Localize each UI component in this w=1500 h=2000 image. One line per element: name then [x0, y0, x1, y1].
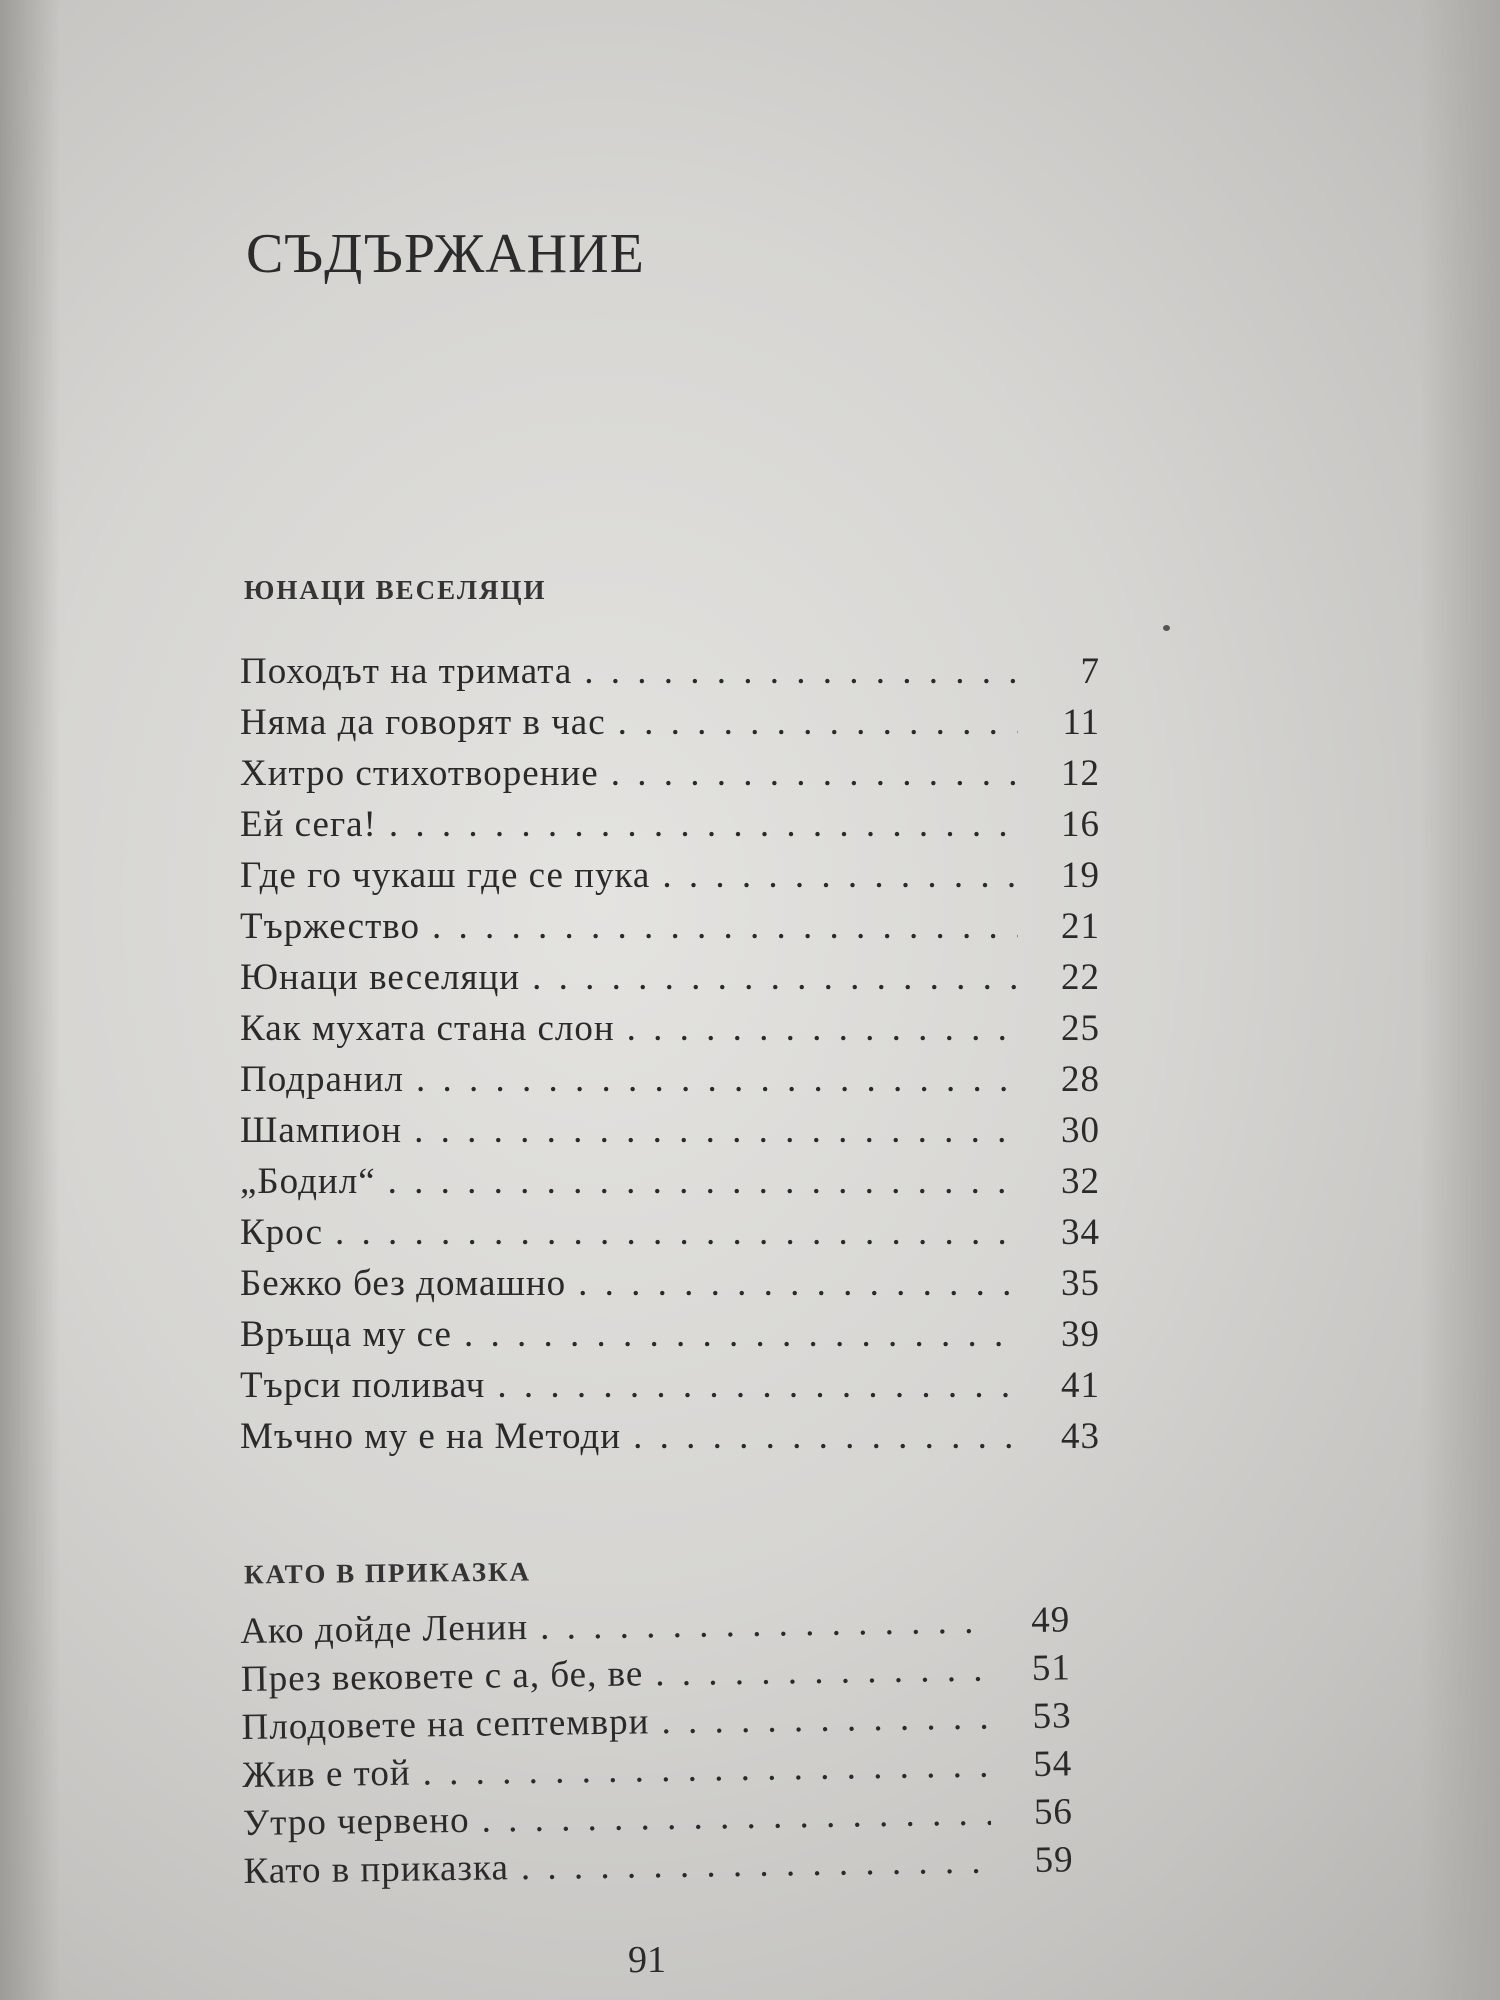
- section-heading: КАТО В ПРИКАЗКА: [243, 1556, 532, 1590]
- entry-page: 30: [1061, 1110, 1100, 1151]
- entry-title: Подранил: [240, 1059, 404, 1100]
- binding-shadow: [0, 0, 60, 2000]
- entry-page: 28: [1061, 1059, 1100, 1100]
- dot-leader: [389, 803, 1018, 846]
- section-heading: ЮНАЦИ ВЕСЕЛЯЦИ: [244, 575, 547, 605]
- entry-title: Като в приказка: [243, 1847, 510, 1892]
- entry-title: Мъчно му е на Методи: [240, 1416, 622, 1457]
- entry-title: Как мухата стана слон: [240, 1008, 615, 1049]
- toc-list: [240, 650, 1100, 1466]
- dot-leader: [627, 1007, 1018, 1050]
- dot-leader: [611, 752, 1018, 795]
- entry-page: 59: [1034, 1839, 1074, 1881]
- dot-leader: [416, 1058, 1018, 1101]
- entry-page: 32: [1061, 1161, 1100, 1202]
- dot-leader: [481, 1792, 991, 1842]
- entry-page: 41: [1061, 1365, 1100, 1406]
- dot-leader: [335, 1211, 1018, 1254]
- toc-entry: [240, 1007, 1100, 1058]
- toc-entry: [243, 1838, 1074, 1898]
- dot-leader: [432, 905, 1018, 948]
- entry-page: 35: [1061, 1263, 1100, 1304]
- paper-speck: [1163, 625, 1170, 631]
- toc-entry: [240, 752, 1100, 803]
- toc-entry: [240, 854, 1100, 905]
- dot-leader: [497, 1364, 1018, 1407]
- toc-entry: [240, 905, 1100, 956]
- dot-leader: [618, 701, 1018, 744]
- entry-page: 39: [1061, 1314, 1100, 1355]
- entry-page: 12: [1061, 753, 1100, 794]
- entry-title: Хитро стихотворение: [240, 753, 599, 794]
- entry-title: Ей сега!: [240, 804, 377, 845]
- entry-title: „Бодил“: [240, 1161, 376, 1202]
- toc-entry: [240, 1415, 1100, 1466]
- toc-entry: [240, 956, 1100, 1007]
- entry-title: Где го чукаш где се пука: [240, 855, 651, 896]
- toc-entry: [240, 1160, 1100, 1211]
- dot-leader: [655, 1648, 989, 1696]
- entry-title: Утро червено: [242, 1799, 470, 1844]
- entry-page: 54: [1032, 1743, 1073, 1785]
- dot-leader: [422, 1744, 990, 1795]
- toc-entry: [240, 701, 1100, 752]
- toc-entry: [240, 1211, 1100, 1262]
- page-number: 91: [628, 1939, 666, 1981]
- entry-title: Жив е той: [242, 1752, 411, 1796]
- toc-entry: [240, 650, 1100, 701]
- entry-page: 7: [1080, 651, 1100, 692]
- entry-title: Плодовете на септември: [241, 1701, 650, 1748]
- entry-page: 21: [1061, 906, 1100, 947]
- dot-leader: [578, 1262, 1018, 1305]
- dot-leader: [661, 1696, 990, 1744]
- entry-title: Шампион: [240, 1110, 403, 1151]
- dot-leader: [388, 1160, 1018, 1203]
- entry-page: 25: [1061, 1008, 1100, 1049]
- entry-page: 49: [1030, 1599, 1071, 1641]
- entry-title: Бежко без домашно: [240, 1263, 567, 1304]
- dot-leader: [464, 1313, 1018, 1356]
- entry-page: 56: [1033, 1791, 1074, 1833]
- entry-title: Няма да говорят в час: [240, 702, 606, 743]
- entry-page: 22: [1061, 957, 1100, 998]
- dot-leader: [540, 1600, 989, 1649]
- entry-page: 43: [1061, 1416, 1100, 1457]
- entry-page: 53: [1032, 1695, 1072, 1737]
- entry-page: 19: [1061, 855, 1100, 896]
- dot-leader: [521, 1840, 992, 1890]
- entry-title: Връща му се: [240, 1314, 452, 1355]
- entry-page: 11: [1062, 702, 1100, 743]
- page-edge-shadow: [1420, 0, 1500, 2000]
- entry-title: Търси поливач: [240, 1365, 486, 1406]
- entry-title: Крос: [240, 1212, 324, 1253]
- toc-entry: [240, 1262, 1100, 1313]
- entry-page: 16: [1061, 804, 1100, 845]
- toc-entry: [240, 1058, 1100, 1109]
- entry-title: Походът на тримата: [240, 651, 573, 692]
- entry-title: Ако дойде Ленин: [240, 1606, 529, 1652]
- entry-title: Тържество: [240, 906, 420, 947]
- dot-leader: [532, 956, 1018, 999]
- toc-entry: [240, 1109, 1100, 1160]
- entry-title: Юнаци веселяци: [240, 957, 521, 998]
- toc-entry: [240, 1313, 1100, 1364]
- toc-entry: [240, 1364, 1100, 1415]
- toc-list: [240, 1598, 1074, 1898]
- entry-page: 34: [1061, 1212, 1100, 1253]
- entry-page: 51: [1031, 1647, 1072, 1689]
- dot-leader: [414, 1109, 1018, 1152]
- dot-leader: [633, 1415, 1018, 1458]
- dot-leader: [662, 854, 1018, 897]
- toc-entry: [240, 803, 1100, 854]
- dot-leader: [584, 650, 1018, 693]
- page-title: СЪДЪРЖАНИЕ: [246, 223, 645, 285]
- entry-title: През вековете с а, бе, ве: [240, 1653, 644, 1700]
